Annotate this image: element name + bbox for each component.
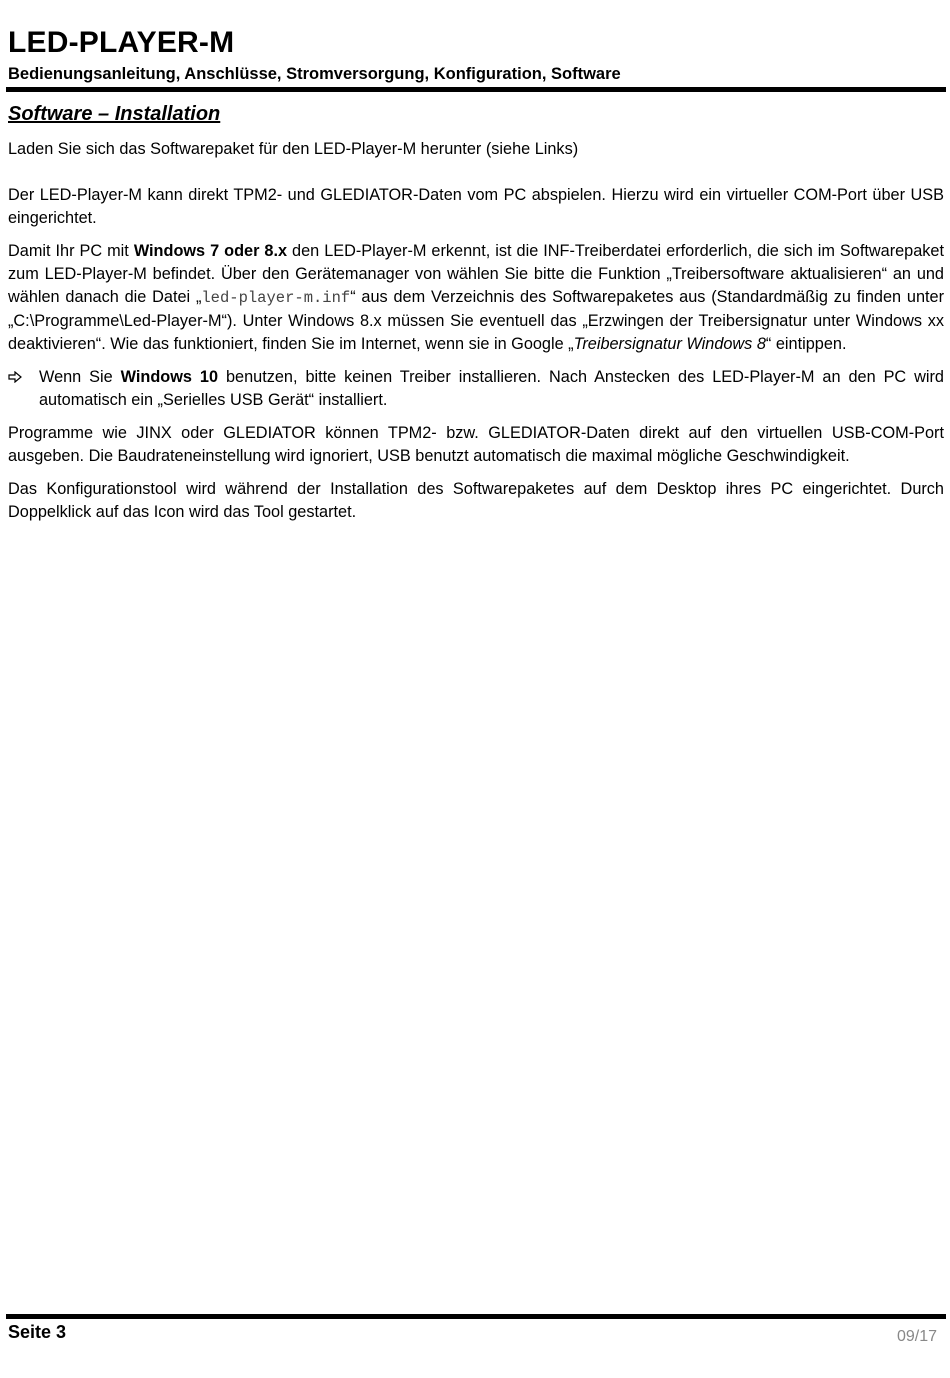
- paragraph-com-port: Der LED-Player-M kann direkt TPM2- und GLEDIATOR-Daten vom PC abspielen. Hierzu wird ein virtueller COM-Port über USB eingerichtet.: [8, 186, 944, 227]
- document-page: [8, 0, 946, 1378]
- paragraph-driver-install: Damit Ihr PC mit Windows 7 oder 8.x den LED-Player-M erkennt, ist die INF-Treiberdatei erforderlich, die sich im Softwarepaket zum LED-Player-M befindet. Über den Gerätemanager von wählen Sie bitte die Funktion „Treibersoftware aktualisieren“ an und wählen danach die Datei „led-player-m.inf“ aus dem Verzeichnis des Softwarepaketes aus (Standardmäßig zu finden unter „C:\Programme\Led-Player-M“). Unter Windows 8.x müssen Sie eventuell das „Erzwingen der Treibersignatur unter Windows xx deaktivieren“. Wie das funktioniert, finden Sie im Internet, wenn sie in Google „Treibersignatur Windows 8“ eintippen.: [8, 242, 945, 353]
- windows-version-label: Windows 7 oder 8.x: [133, 242, 288, 260]
- document-subtitle: Bedienungsanleitung, Anschlüsse, Stromversorgung, Konfiguration, Software: [8, 65, 621, 83]
- document-title: LED-PLAYER-M: [8, 26, 235, 59]
- body-content: [8, 138, 944, 534]
- footer-divider: [6, 1314, 946, 1319]
- windows10-note: Wenn Sie Windows 10 benutzen, bitte keinen Treiber installieren. Nach Anstecken des LED-Player-M an den PC wird automatisch ein „Serielles USB Gerät“ installiert.: [8, 366, 944, 412]
- paragraph-config-tool: Das Konfigurationstool wird während der Installation des Softwarepaketes auf dem Desktop ihres PC eingerichtet. Durch Doppelklick auf das Icon wird das Tool gestartet.: [8, 480, 944, 521]
- paragraph-programs: Programme wie JINX oder GLEDIATOR können TPM2- bzw. GLEDIATOR-Daten direkt auf den virtuellen USB-COM-Port ausgeben. Die Baudrateneinstellung wird ignoriert, USB benutzt automatisch die maximal mögliche Geschwindigkeit.: [8, 424, 944, 465]
- page-number: Seite 3: [8, 1322, 67, 1342]
- search-term: Treibersignatur Windows 8: [573, 335, 766, 353]
- arrow-right-outline-icon: [8, 366, 39, 412]
- section-heading: Software – Installation: [8, 103, 221, 125]
- document-date: 09/17: [896, 1328, 937, 1345]
- windows10-label: Windows 10: [120, 368, 219, 386]
- intro-paragraph: Laden Sie sich das Softwarepaket für den LED-Player-M herunter (siehe Links): [8, 140, 579, 158]
- inf-filename: led-player-m.inf: [201, 289, 351, 307]
- header-divider: [6, 87, 946, 92]
